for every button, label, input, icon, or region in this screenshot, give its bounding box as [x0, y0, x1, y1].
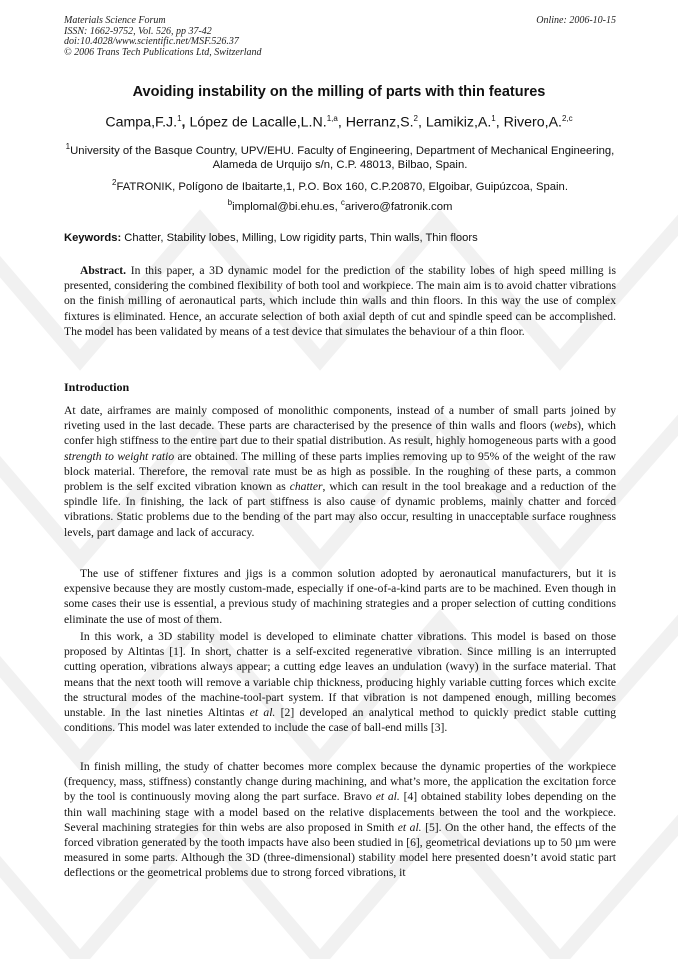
affiliation-text: FATRONIK, Polígono de Ibaitarte,1, P.O. Box 160, C.P.20870, Elgoibar, Guipúzcoa, Spain. [116, 180, 568, 193]
email-mark: c [340, 198, 345, 207]
affiliation-mark: 1 [65, 142, 71, 151]
author-separator: , [181, 114, 190, 131]
text-run: In finish milling, the study of chatter becomes more complex because the dynamic properties of the workpiece (frequency, mass, stiffness) constantly change during machining, and what’s more, the application the excitation force by the tool is continuously moving along the part surface. Bravo [64, 760, 616, 804]
author: Herranz,S. [345, 114, 414, 131]
keywords-text: Chatter, Stability lobes, Milling, Low rigidity parts, Thin walls, Thin floors [121, 232, 478, 244]
text-run: , which can result in the tool breakage and a reduction of the spindle life. In finishing, the lack of part stiffness is also cause of dynamic problems, mainly chatter and forced vibrations. Static problems due to the bending of the part may also occur, resulting in unacceptable surface roughness levels, part damage and lack of accuracy. [64, 480, 616, 539]
affiliation-mark: 2 [112, 178, 117, 187]
author-affiliation-mark: 1 [491, 114, 496, 123]
author-affiliation-mark: 2 [413, 114, 418, 123]
intro-paragraph-4 [64, 759, 616, 881]
author-affiliation-mark: 1 [177, 114, 182, 123]
email-address[interactable]: implomal@bi.ehu.es, [232, 200, 341, 213]
author-affiliation-mark: 2,c [561, 114, 573, 123]
text-run: In this work, a 3D stability model is developed to eliminate chatter vibrations. This model is based on those proposed by Altintas [1]. In short, chatter is a self-excited regenerative vibration. Since milling is an interrupted cutting operation, vibrations always appear; a cutting edge leaves an undulation (wavy) in the surface material. That means that the next tooth will remove a variable chip thickness, producing highly variable cutting forces which excite the structural modes of the machine-tool-part system. If that vibration is not dampened enough, milling becomes unstable. In the last nineties Altintas [64, 630, 616, 720]
keywords-label: Keywords: [64, 232, 122, 244]
text-run: [4] obtained stability lobes depending on the thin wall machining stage with a model based on the relative displacements between the tool and the workpiece. Several machining strategies for thin webs are also proposed in Smith [64, 790, 616, 834]
abstract-label: Abstract. [80, 264, 127, 277]
author-separator: , [337, 114, 346, 131]
doi-line: doi:10.4028/www.scientific.net/MSF.526.37 [64, 36, 239, 47]
email-mark: b [227, 198, 233, 207]
author: Lamikiz,A. [425, 114, 492, 131]
text-run: are obtained. The milling of these parts implies removing up to 95% of the weight of the raw block material. Therefore, the removal rate must be as high as possible. In the roughing of these parts, a common problem is the self excited vibration known as [64, 449, 617, 494]
text-run: ), which confer high stiffness to the entire part due to their spatial distribution. As result, highly homogeneous parts with a good [64, 419, 616, 448]
author-separator: , [417, 114, 426, 131]
intro-paragraph-2: The use of stiffener fixtures and jigs is a common solution adopted by aeronautical manufacturers, but it is expensive because they are mostly custom-made, especially if one-of-a-kind parts are to be machined. Even though in some cases their use is essential, a previous study of machining strategies and a proper selection of cutting conditions eliminate the use of most of them. [64, 567, 616, 626]
affiliation-text: University of the Basque Country, UPV/EHU. Faculty of Engineering, Department of Mechanical Engineering, Alameda de Urquijo s/n, C.P. 48013, Bilbao, Spain. [70, 144, 615, 171]
intro-paragraph-1 [64, 403, 616, 540]
online-date: Online: 2006-10-15 [536, 15, 616, 26]
author-list [0, 114, 678, 131]
abstract-text: In this paper, a 3D dynamic model for the prediction of the stability lobes of high speed milling is presented, considering the combined flexibility of both tool and workpiece. The main aim is to avoid chatter vibrations on the finish milling of aeronautical parts, which include thin walls and thin floors. In this way the use of complex fixtures is eliminated. Hence, an accurate selection of both axial depth of cut and spindle speed can be accomplished. The model has been validated by means of a test device that simulates the behaviour of a thin floor. [64, 264, 616, 338]
affiliation-1 [64, 140, 616, 172]
text-run: At date, airframes are mainly composed of monolithic components, instead of a number of small parts joined by riveting used in the last decade. These parts are characterised by the presence of thin walls and floors ( [64, 404, 616, 433]
author-separator: , [495, 114, 504, 131]
author: Campa,F.J. [105, 114, 178, 131]
author: López de Lacalle,L.N. [189, 114, 327, 131]
keywords [64, 232, 616, 244]
italic-run: strength to weight ratio [64, 449, 175, 463]
email-address[interactable]: arivero@fatronik.com [344, 200, 453, 213]
abstract [64, 263, 616, 339]
author-affiliation-mark: 1,a [326, 114, 338, 123]
italic-run: et al. [375, 790, 400, 804]
italic-run: chatter [289, 480, 323, 494]
italic-run: et al. [397, 820, 422, 834]
issn-line: ISSN: 1662-9752, Vol. 526, pp 37-42 [64, 25, 212, 37]
italic-run: webs [553, 419, 578, 433]
paper-title: Avoiding instability on the milling of parts with thin features [132, 84, 546, 100]
section-heading-introduction: Introduction [64, 380, 130, 394]
intro-paragraph-3 [64, 629, 616, 735]
author: Rivero,A. [503, 114, 562, 131]
text-run: [2] developed an analytical method to quickly predict stable cutting conditions. This model was later extended to include the case of ball-end mills [3]. [64, 706, 616, 735]
journal-header [64, 16, 616, 58]
email-line [64, 196, 616, 214]
text-run: [5]. On the other hand, the effects of the forced vibration generated by the tooth impacts have also been studied in [6], geometrical deviations up to 50 µm were measured in some parts. Although the 3D (three-dimensional) stability model here presented doesn’t avoid static part deflections or the geometrical problems due to strong forced vibrations, it [64, 820, 616, 880]
journal-name: Materials Science Forum [64, 15, 166, 26]
italic-run: et al. [249, 706, 276, 720]
copyright-line: © 2006 Trans Tech Publications Ltd, Switzerland [64, 46, 262, 58]
affiliation-2 [64, 176, 616, 194]
